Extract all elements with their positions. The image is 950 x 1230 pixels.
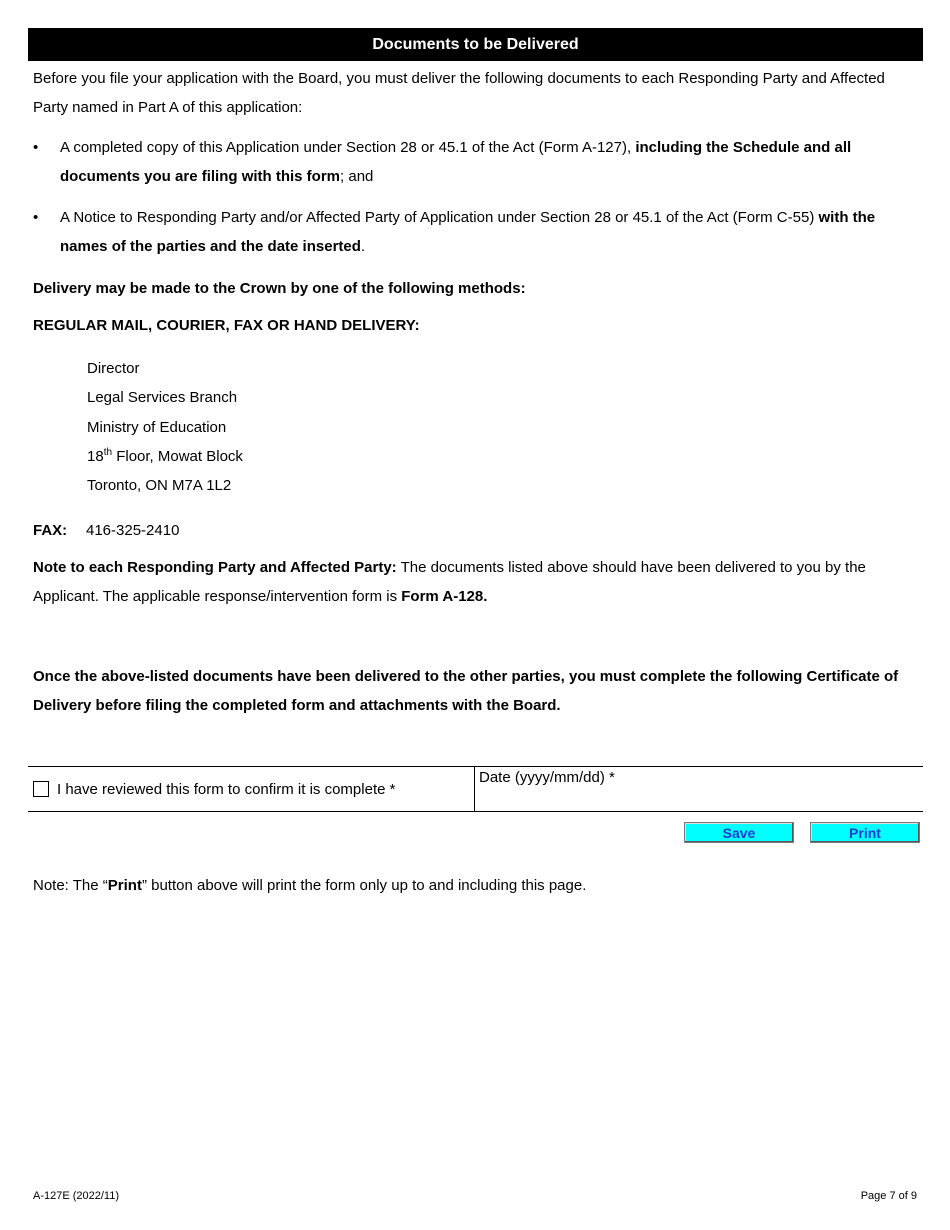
bullet-marker: •	[33, 209, 39, 226]
list-item-text	[60, 133, 918, 191]
print-button[interactable]: Print	[810, 822, 920, 843]
mailing-address	[87, 354, 243, 500]
intro-paragraph: Before you file your application with the Board, you must deliver the following documents to each Responding Party and Affected Party named in Part A of this application:	[33, 70, 885, 116]
address-line: Legal Services Branch	[87, 389, 238, 407]
save-button[interactable]: Save	[684, 822, 794, 843]
print-note	[33, 871, 918, 900]
list-item-text-plain: A Notice to Responding Party and/or Affected Party of Application under Section 28 or 45.1 of the Act (Form C-55)	[60, 209, 819, 226]
delivery-heading: Delivery may be made to the Crown by one of the following methods:	[33, 280, 526, 297]
form-id: A-127E (2022/11)	[33, 1190, 120, 1202]
list-item-text-end: ; and	[340, 168, 374, 185]
address-line: Toronto, ON M7A 1L2	[87, 477, 232, 495]
confirm-cell	[28, 767, 475, 811]
methods-heading: REGULAR MAIL, COURIER, FAX OR HAND DELIVERY:	[33, 317, 420, 334]
fax-line	[33, 516, 179, 545]
note-lead: Note to each Responding Party and Affected Party:	[33, 559, 397, 576]
floor-text: Floor, Mowat Block	[112, 447, 243, 465]
certificate-form-row	[28, 766, 923, 812]
address-line	[87, 442, 243, 471]
bullet-marker: •	[33, 139, 39, 156]
list-item-text-end: .	[360, 238, 366, 255]
print-note-text: Note: The “	[33, 877, 108, 894]
list-item	[33, 133, 918, 191]
address-line: Ministry of Education	[87, 418, 227, 436]
date-input[interactable]	[478, 789, 920, 809]
page-number: Page 7 of 9	[860, 1190, 917, 1202]
note-paragraph	[33, 553, 918, 611]
list-item-text	[60, 203, 918, 261]
list-item-text-bold: including the Schedule and all documents you are filing with this form	[60, 139, 852, 185]
note-form: Form A-128.	[401, 588, 488, 605]
date-cell	[475, 767, 923, 811]
section-title: Documents to be Delivered	[372, 35, 579, 53]
section-header	[28, 28, 923, 61]
floor-number: 18	[87, 447, 104, 465]
date-label: Date (yyyy/mm/dd) *	[479, 769, 615, 786]
confirm-checkbox[interactable]	[33, 781, 49, 797]
address-line: Director	[87, 360, 140, 377]
print-note-bold: Print	[107, 877, 142, 894]
list-item-text-plain: A completed copy of this Application under Section 28 or 45.1 of the Act (Form A-127),	[60, 139, 636, 156]
print-note-text: ” button above will print the form only up to and including this page.	[141, 877, 587, 894]
floor-ordinal: th	[103, 446, 113, 458]
fax-label: FAX:	[33, 522, 68, 539]
confirm-label: I have reviewed this form to confirm it is complete *	[57, 780, 396, 798]
certificate-instruction: Once the above-listed documents have been delivered to the other parties, you must complete the following Certificate of Delivery before filing the completed form and attachments with the Board.	[33, 668, 899, 714]
note-text: The documents listed above should have been delivered to you by the Applicant. The applicable response/intervention form is	[33, 559, 866, 605]
list-item	[33, 203, 918, 261]
fax-number: 416-325-2410	[86, 522, 180, 539]
list-item-text-bold: with the names of the parties and the date inserted	[60, 209, 876, 255]
